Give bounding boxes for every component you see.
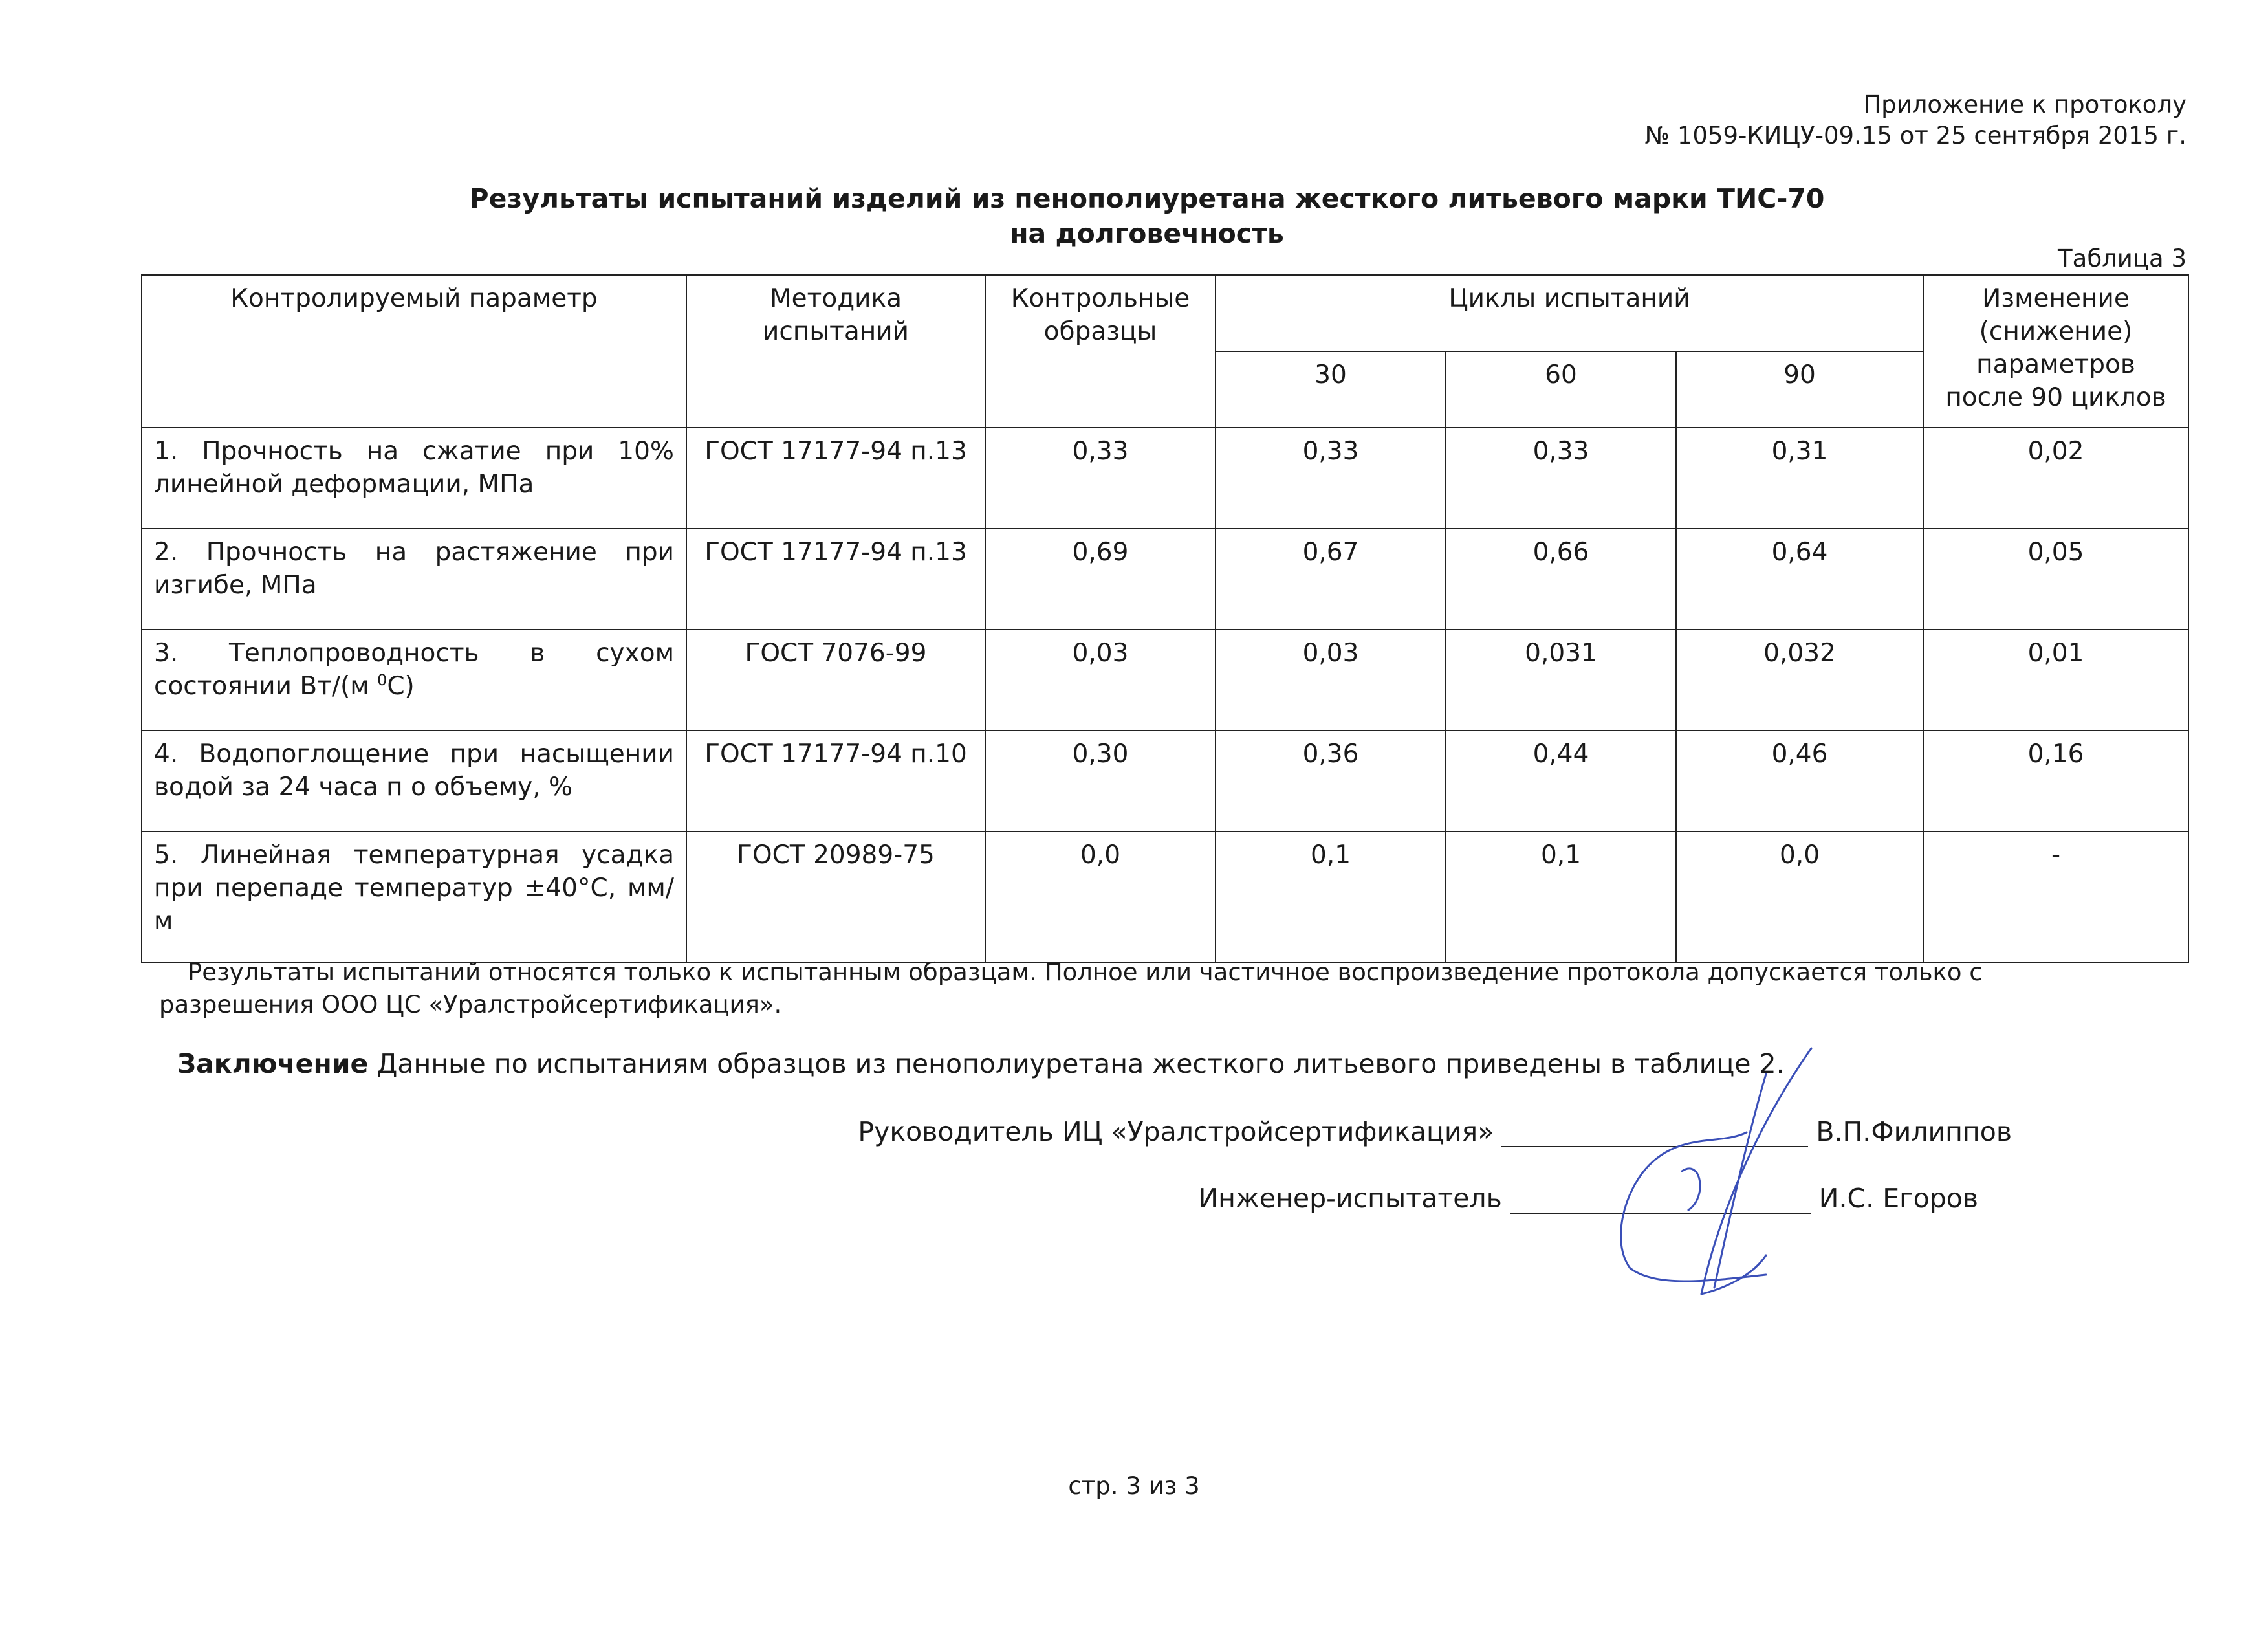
cell-cycle-30: 0,67 — [1216, 529, 1446, 630]
table-row — [142, 428, 2188, 529]
cell-change: 0,16 — [1923, 731, 2188, 831]
cell-cycle-90: 0,64 — [1676, 529, 1923, 630]
header-cycle-30: 30 — [1216, 351, 1446, 428]
cell-change: 0,02 — [1923, 428, 2188, 529]
cell-method: ГОСТ 17177-94 п.13 — [686, 529, 985, 630]
cell-cycle-30: 0,1 — [1216, 831, 1446, 962]
results-table — [141, 274, 2189, 963]
cell-cycle-90: 0,032 — [1676, 630, 1923, 731]
title-line-1: Результаты испытаний изделий из пенополиуретана жесткого литьевого марки ТИС-70 — [469, 183, 1825, 214]
appendix-line-2: № 1059-КИЦУ-09.15 от 25 сентября 2015 г. — [1644, 122, 2186, 149]
signature-row-head — [858, 1116, 2012, 1147]
cell-param — [142, 630, 686, 731]
cell-cycle-60: 0,33 — [1446, 428, 1676, 529]
appendix-line-1: Приложение к протоколу — [1863, 91, 2186, 118]
disclaimer-note: Результаты испытаний относятся только к испытанным образцам. Полное или частичное воспроизведение протокола допускается только с разрешения ООО ЦС «Уралстройсертификация». — [159, 958, 1983, 1018]
header-cycles: Циклы испытаний — [1216, 275, 1923, 351]
cell-param-tail: С) — [387, 672, 415, 701]
signature-role: Руководитель ИЦ «Уралстройсертификация» — [858, 1116, 1494, 1147]
page-number: стр. 3 из 3 — [1068, 1472, 1200, 1500]
signature-name: В.П.Филиппов — [1816, 1116, 2012, 1147]
cell-method: ГОСТ 17177-94 п.10 — [686, 731, 985, 831]
cell-cycle-60: 0,66 — [1446, 529, 1676, 630]
cell-param: 5. Линейная температурная усадка при перепаде температур ±40°С, мм/м — [142, 831, 686, 962]
cell-control: 0,30 — [985, 731, 1216, 831]
table-row — [142, 731, 2188, 831]
cell-param-text: 3. Теплопроводность в сухом состоянии Вт/(м — [154, 639, 674, 701]
signature-name: И.С. Егоров — [1818, 1183, 1978, 1214]
cell-cycle-60: 0,44 — [1446, 731, 1676, 831]
handwritten-signature — [1553, 1035, 1824, 1307]
cell-change: 0,05 — [1923, 529, 2188, 630]
cell-method: ГОСТ 20989-75 — [686, 831, 985, 962]
cell-cycle-30: 0,36 — [1216, 731, 1446, 831]
cell-cycle-30: 0,03 — [1216, 630, 1446, 731]
cell-method: ГОСТ 17177-94 п.13 — [686, 428, 985, 529]
cell-param-sup: 0 — [377, 671, 387, 689]
table-row — [142, 630, 2188, 731]
appendix-reference — [1645, 89, 2186, 151]
cell-control: 0,0 — [985, 831, 1216, 962]
conclusion-label: Заключение — [177, 1048, 369, 1079]
cell-param: 4. Водопоглощение при насыщении водой за 24 часа п о объему, % — [142, 731, 686, 831]
cell-cycle-90: 0,46 — [1676, 731, 1923, 831]
cell-param: 1. Прочность на сжатие при 10% линейной деформации, МПа — [142, 428, 686, 529]
table-row — [142, 529, 2188, 630]
header-row — [142, 275, 2188, 351]
conclusion-text: Данные по испытаниям образцов из пенополиуретана жесткого литьевого приведены в таблице 2. — [368, 1048, 1785, 1079]
cell-control: 0,69 — [985, 529, 1216, 630]
header-cycle-90: 90 — [1676, 351, 1923, 428]
header-control: Контрольные образцы — [985, 275, 1216, 428]
cell-param: 2. Прочность на растяжение при изгибе, МПа — [142, 529, 686, 630]
cell-change: - — [1923, 831, 2188, 962]
cell-cycle-60: 0,031 — [1446, 630, 1676, 731]
header-change: Изменение (снижение) параметров после 90 циклов — [1923, 275, 2188, 428]
conclusion — [177, 1048, 1785, 1079]
cell-cycle-60: 0,1 — [1446, 831, 1676, 962]
signature-role: Инженер-испытатель — [1198, 1183, 1502, 1214]
cell-control: 0,03 — [985, 630, 1216, 731]
header-cycle-60: 60 — [1446, 351, 1676, 428]
cell-cycle-90: 0,31 — [1676, 428, 1923, 529]
table-row — [142, 831, 2188, 962]
cell-cycle-90: 0,0 — [1676, 831, 1923, 962]
header-param: Контролируемый параметр — [142, 275, 686, 428]
table-label: Таблица 3 — [2058, 245, 2186, 272]
document-title — [136, 181, 2158, 251]
cell-control: 0,33 — [985, 428, 1216, 529]
cell-cycle-30: 0,33 — [1216, 428, 1446, 529]
header-method: Методика испытаний — [686, 275, 985, 428]
cell-method: ГОСТ 7076-99 — [686, 630, 985, 731]
title-line-2: на долговечность — [1010, 218, 1284, 249]
cell-change: 0,01 — [1923, 630, 2188, 731]
